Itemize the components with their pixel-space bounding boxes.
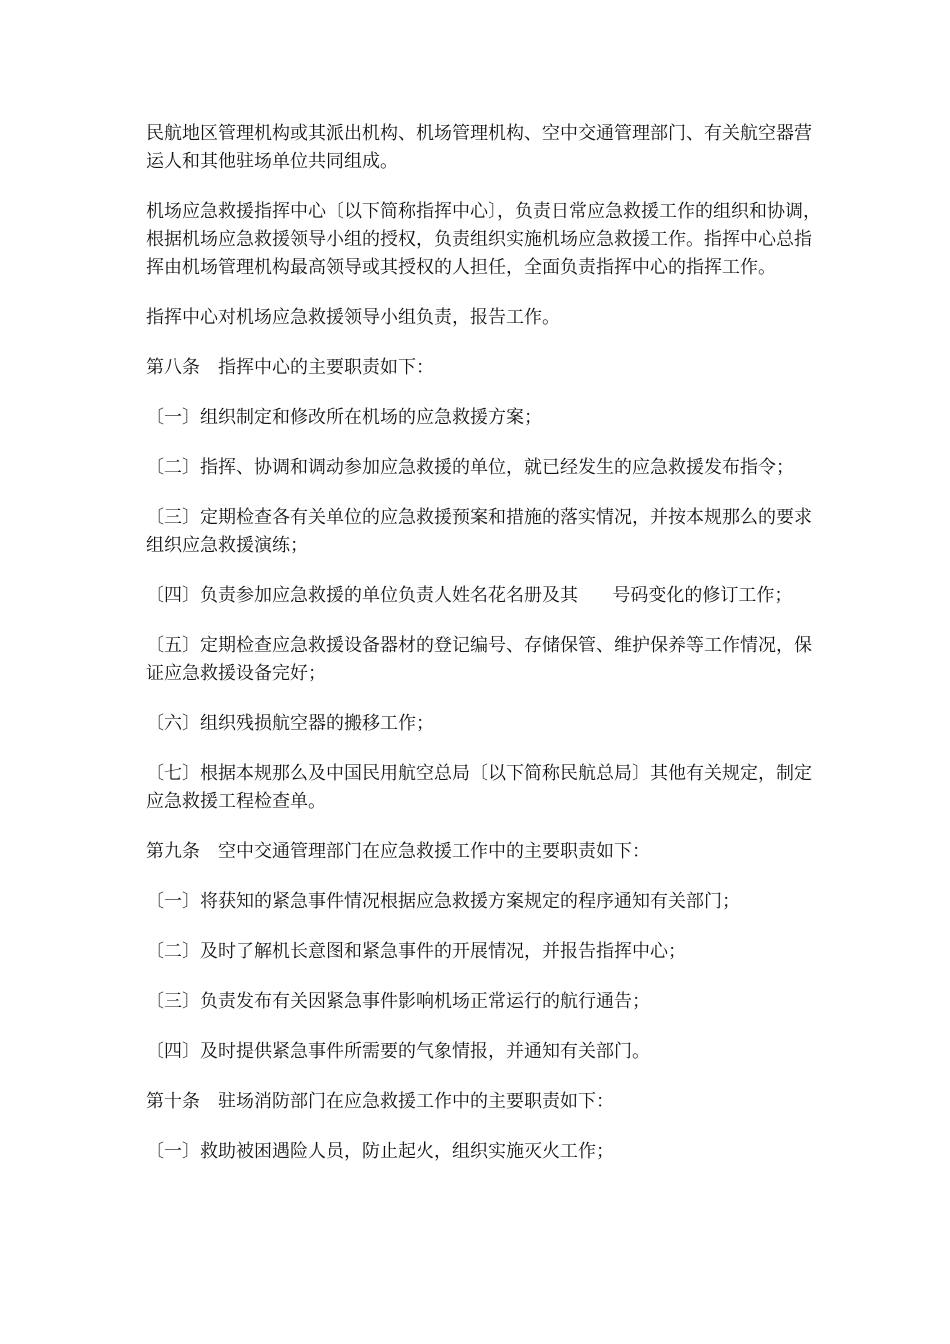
article-8-item: 〔四〕负责参加应急救援的单位负责人姓名花名册及其 号码变化的修订工作； xyxy=(146,585,793,606)
article-8-item: 〔二〕指挥、协调和调动参加应急救援的单位，就已经发生的应急救援发布指令； xyxy=(146,457,794,478)
article-8-item: 〔六〕组织残损航空器的搬移工作； xyxy=(146,713,434,734)
paragraph-command-center: 机场应急救援指挥中心〔以下简称指挥中心〕，负责日常应急救援工作的组织和协调，根据机场应急救援领导小组的授权，负责组织实施机场应急救援工作。指挥中心总指挥由机场管理机构最高领导或其授权的人担任，全面负责指挥中心的指挥工作。 xyxy=(146,201,821,278)
article-8-item: 〔五〕定期检查应急救援设备器材的登记编号、存储保管、维护保养等工作情况，保证应急救援设备完好； xyxy=(146,635,812,684)
paragraph-organization: 民航地区管理机构或其派出机构、机场管理机构、空中交通管理部门、有关航空器营运人和其他驻场单位共同组成。 xyxy=(146,123,812,172)
article-8-number: 第八条 xyxy=(146,357,200,378)
article-8-heading xyxy=(146,354,826,382)
article-8-title: 指挥中心的主要职责如下： xyxy=(218,357,434,378)
article-10-item: 〔一〕救助被困遇险人员，防止起火，组织实施灭火工作； xyxy=(146,1141,614,1162)
article-10-title: 驻场消防部门在应急救援工作中的主要职责如下： xyxy=(218,1091,614,1112)
article-9-item: 〔二〕及时了解机长意图和紧急事件的开展情况，并报告指挥中心； xyxy=(146,941,686,962)
article-9-title: 空中交通管理部门在应急救援工作中的主要职责如下： xyxy=(218,841,650,862)
article-9-item: 〔三〕负责发布有关因紧急事件影响机场正常运行的航行通告； xyxy=(146,991,650,1012)
document-body xyxy=(146,120,826,1188)
article-8-item: 〔七〕根据本规那么及中国民用航空总局〔以下简称民航总局〕其他有关规定，制定应急救援工程检查单。 xyxy=(146,763,812,812)
article-9-item: 〔四〕及时提供紧急事件所需要的气象情报，并通知有关部门。 xyxy=(146,1041,650,1062)
article-8-item: 〔三〕定期检查各有关单位的应急救援预案和措施的落实情况，并按本规那么的要求组织应急救援演练； xyxy=(146,507,812,556)
paragraph-responsibility: 指挥中心对机场应急救援领导小组负责，报告工作。 xyxy=(146,307,560,328)
article-9-number: 第九条 xyxy=(146,841,200,862)
article-9-heading xyxy=(146,838,826,866)
article-8-item: 〔一〕组织制定和修改所在机场的应急救援方案； xyxy=(146,407,542,428)
article-10-number: 第十条 xyxy=(146,1091,200,1112)
article-10-heading xyxy=(146,1088,826,1116)
article-9-item: 〔一〕将获知的紧急事件情况根据应急救援方案规定的程序通知有关部门； xyxy=(146,891,740,912)
